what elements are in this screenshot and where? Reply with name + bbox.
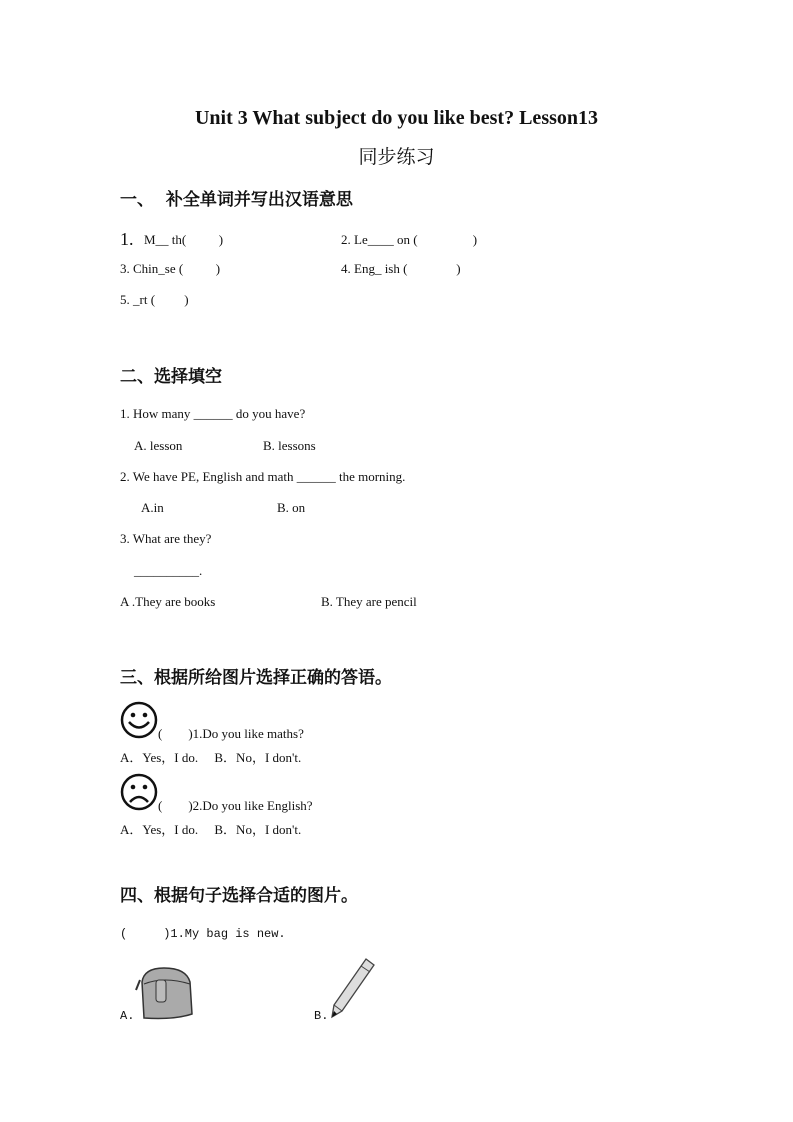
options: A．Yes，I do. B．No，I don't. <box>120 750 302 765</box>
question: ( )2.Do you like English? <box>158 798 313 813</box>
section-3-heading: 三、根据所给图片选择正确的答语。 <box>120 668 392 688</box>
pencil-image <box>328 955 378 1021</box>
option: A.in <box>141 500 164 515</box>
word-item: M__ th( ) <box>144 232 224 247</box>
item-number: 1. <box>120 229 134 249</box>
question: 2. We have PE, English and math ______ the morning. <box>120 469 406 484</box>
word-item: 4. Eng_ ish ( ) <box>341 261 461 276</box>
word-item: 2. Le____ on ( ) <box>341 232 478 247</box>
options: A．Yes，I do. B．No，I don't. <box>120 822 302 837</box>
answer-blank: __________. <box>134 563 203 578</box>
word-item: 5. _rt ( ) <box>120 292 189 307</box>
question: ( )1.Do you like maths? <box>158 726 304 741</box>
option: A. lesson <box>134 438 183 453</box>
section-2-heading: 二、选择填空 <box>120 367 222 387</box>
option-a-label: A. <box>120 1009 135 1023</box>
option: B. They are pencil <box>321 594 417 609</box>
bag-image <box>134 962 196 1022</box>
page-subtitle: 同步练习 <box>358 147 435 168</box>
page-title: Unit 3 What subject do you like best? Lesson13 <box>194 107 599 129</box>
sad-face-icon <box>119 772 159 812</box>
question: ( )1.My bag is new. <box>120 927 286 941</box>
word-item: 3. Chin_se ( ) <box>120 261 221 276</box>
section-4-heading: 四、根据句子选择合适的图片。 <box>120 886 358 906</box>
question: 3. What are they? <box>120 531 212 546</box>
option: B. lessons <box>263 438 316 453</box>
option: A .They are books <box>120 594 216 609</box>
option-b-label: B. <box>314 1009 329 1023</box>
smiley-face-icon <box>119 700 159 740</box>
question: 1. How many ______ do you have? <box>120 406 306 421</box>
option: B. on <box>277 500 306 515</box>
section-1-heading: 一、 补全单词并写出汉语意思 <box>120 190 353 210</box>
